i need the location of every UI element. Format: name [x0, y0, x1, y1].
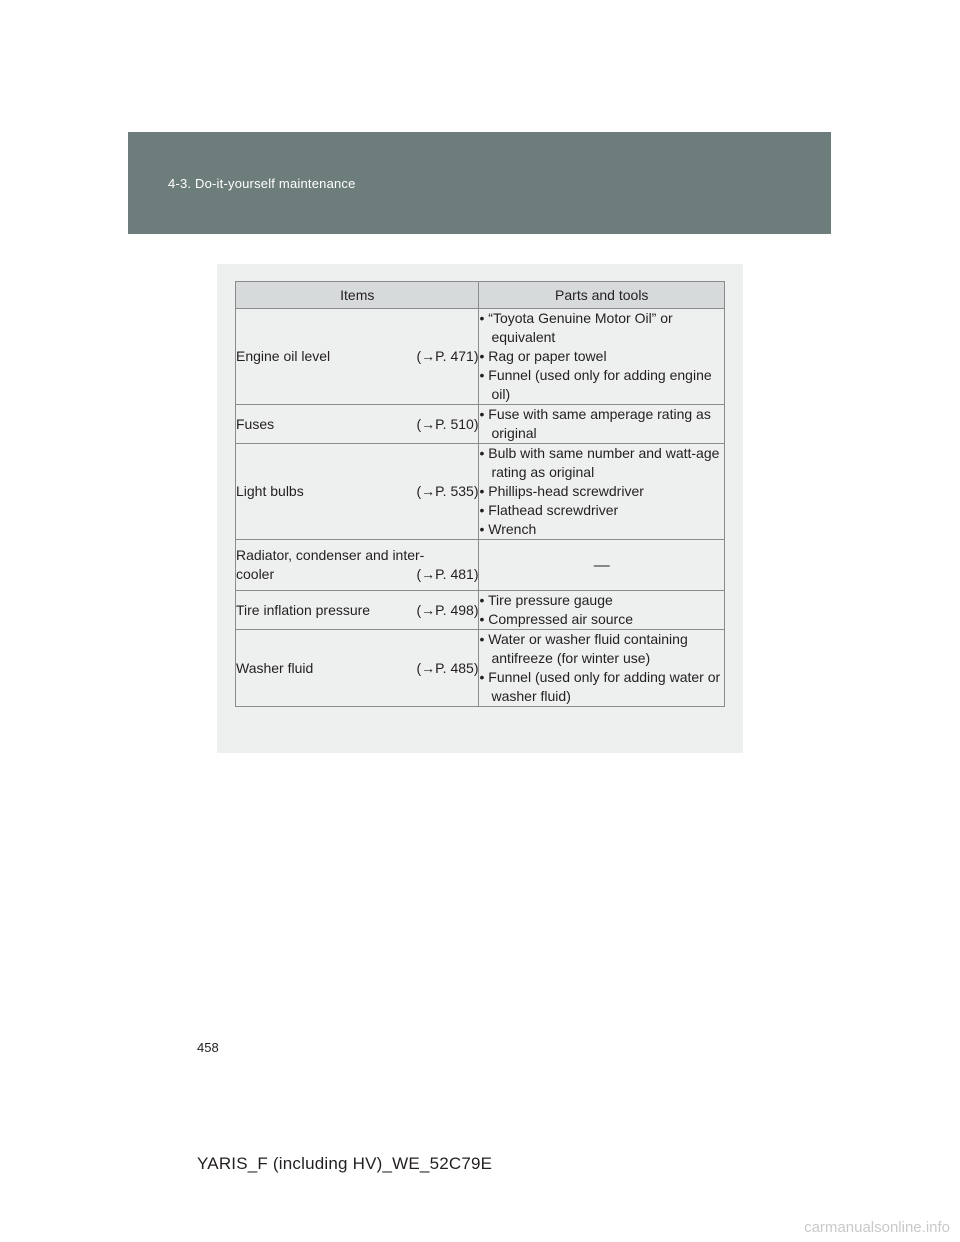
maintenance-table [235, 281, 725, 707]
watermark-text: carmanualsonline.info [804, 1219, 950, 1236]
item-cell [236, 591, 479, 630]
item-cell [236, 309, 479, 405]
parts-cell [479, 591, 725, 630]
table-header-row [236, 282, 725, 309]
list-item: • Wrench [479, 521, 537, 537]
page-reference: (→P. 498) [416, 601, 479, 618]
list-item: • Fuse with same amperage rating as original [479, 406, 711, 441]
parts-cell [479, 630, 725, 707]
column-header-parts: Parts and tools [479, 282, 725, 309]
item-name: Washer fluid [236, 659, 314, 676]
list-item: • Phillips-head screwdriver [479, 483, 644, 499]
page-reference: (→P. 485) [416, 659, 479, 676]
document-code: YARIS_F (including HV)_WE_52C79E [197, 1154, 493, 1173]
page-reference: (→P. 535) [416, 483, 479, 499]
list-item: • Funnel (used only for adding water or washer fluid) [479, 669, 721, 704]
list-item: • “Toyota Genuine Motor Oil” or equivalent [479, 310, 673, 345]
parts-cell [479, 444, 725, 540]
parts-cell [479, 309, 725, 405]
item-cell [236, 630, 479, 707]
parts-cell-empty-dash: — [479, 540, 725, 591]
item-cell [236, 540, 479, 591]
item-name: Light bulbs [236, 483, 304, 499]
list-item: • Bulb with same number and watt-age rating as original [479, 445, 720, 480]
item-cell [236, 444, 479, 540]
item-cell [236, 405, 479, 444]
table-row [236, 444, 725, 540]
list-item: • Funnel (used only for adding engine oil) [479, 367, 712, 402]
item-name: Tire inflation pressure [236, 601, 371, 618]
column-header-items: Items [236, 282, 479, 309]
list-item: • Rag or paper towel [479, 348, 607, 364]
parts-cell [479, 405, 725, 444]
section-header-band [128, 132, 831, 234]
item-name: cooler [236, 566, 275, 582]
list-item: • Compressed air source [479, 611, 633, 627]
item-name: Fuses [236, 415, 275, 432]
page-reference: (→P. 481) [416, 566, 479, 582]
maintenance-table-panel [217, 264, 743, 753]
list-item: • Flathead screwdriver [479, 502, 619, 518]
table-row [236, 591, 725, 630]
page-number: 458 [197, 1040, 219, 1055]
list-item: • Tire pressure gauge [479, 592, 613, 608]
table-row [236, 405, 725, 444]
page-reference: (→P. 471) [416, 348, 479, 364]
page-reference: (→P. 510) [416, 415, 479, 432]
table-row [236, 630, 725, 707]
table-row [236, 309, 725, 405]
item-name: Radiator, condenser and inter- [236, 547, 425, 563]
table-row [236, 540, 725, 591]
list-item: • Water or washer fluid containing antifreeze (for winter use) [479, 631, 688, 666]
item-name: Engine oil level [236, 348, 331, 364]
section-title: 4-3. Do-it-yourself maintenance [168, 176, 356, 191]
